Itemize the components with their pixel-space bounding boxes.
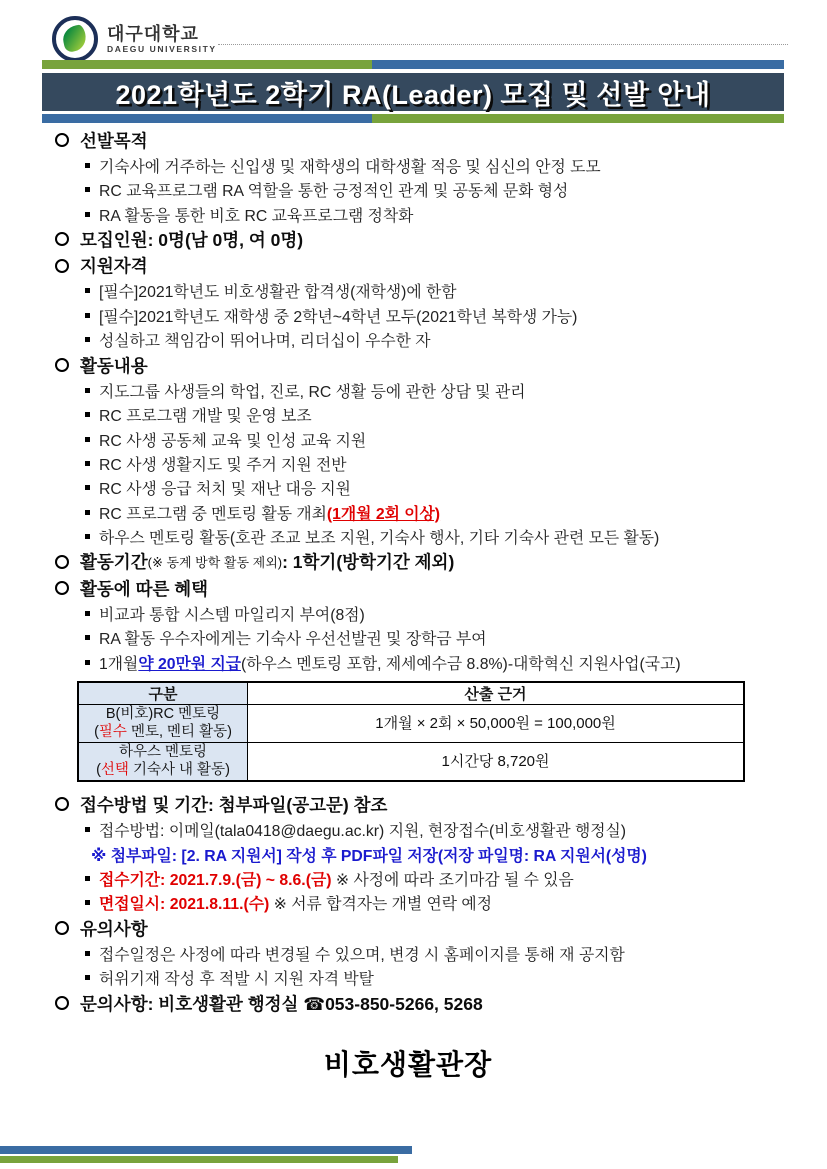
item-bullet-icon — [85, 611, 90, 616]
fee-row1-paren: ( — [94, 723, 99, 740]
item-bullet-icon — [85, 388, 90, 393]
purpose-item-2: RC 교육프로그램 RA 역할을 통한 긍정적인 관계 및 공동체 문화 형성 — [99, 183, 569, 201]
university-emblem-icon — [52, 16, 98, 62]
item-bullet-icon — [85, 163, 90, 168]
list-item — [55, 328, 803, 352]
item-bullet-icon — [85, 412, 90, 417]
page-title: 2021학년도 2학기 RA(Leader) 모집 및 선발 안내 — [115, 79, 711, 110]
fee-row1-name: B(비호)RC 멘토링 — [105, 706, 221, 723]
section-contact — [55, 990, 803, 1016]
item-bullet-icon — [85, 288, 90, 293]
section-apply — [55, 791, 803, 817]
list-item — [55, 500, 803, 524]
section-activities — [55, 352, 803, 378]
benefits-pay-suffix: (하우스 멘토링 포함, 제세예수금 8.8%)-대학혁신 지원사업(국고) — [240, 655, 681, 673]
fee-table-header-basis: 산출 근거 — [248, 682, 745, 705]
contact-text: 문의사항: 비호생활관 행정실 ☎053-850-5266, 5268 — [80, 993, 483, 1014]
university-logo-row — [52, 16, 217, 62]
apply-period-dates: 접수기간: 2021.7.9.(금) ~ 8.6.(금) — [99, 872, 332, 890]
benefits-pay-prefix: 1개월 — [99, 655, 139, 673]
fee-row2-desc: 기숙사 내 활동) — [128, 761, 230, 778]
list-item — [55, 178, 803, 202]
purpose-item-1: 기숙사에 거주하는 신입생 및 재학생의 대학생활 적응 및 심신의 안정 도모 — [99, 158, 601, 176]
section-bullet-icon — [55, 232, 69, 246]
list-item — [55, 279, 803, 303]
item-bullet-icon — [85, 635, 90, 640]
list-item — [55, 601, 803, 625]
section-bullet-icon — [55, 259, 69, 273]
fee-table-header-row — [78, 682, 744, 705]
apply-attachment-note — [55, 842, 803, 866]
section-recruit-count — [55, 226, 803, 252]
list-item — [55, 891, 803, 915]
list-item — [55, 202, 803, 226]
list-item — [55, 941, 803, 965]
fee-row2-tag: 선택 — [100, 761, 129, 778]
benefits-item-2: RA 활동 우수자에게는 기숙사 우선선발권 및 장학금 부여 — [99, 631, 487, 649]
section-period-title: 활동기간 — [80, 552, 148, 573]
fee-table — [77, 681, 745, 782]
footer-accent-bar-green — [0, 1156, 398, 1163]
section-bullet-icon — [55, 133, 69, 147]
notes-item-2: 허위기재 작성 후 적발 시 지원 자격 박탈 — [99, 971, 374, 989]
recruit-count-text: 모집인원: 0명(남 0명, 여 0명) — [80, 229, 304, 250]
header-accent-bar-bottom — [42, 114, 784, 123]
benefits-pay-amount: 약 20만원 지급 — [138, 655, 241, 673]
fee-table-row2-label — [78, 743, 248, 782]
section-purpose — [55, 127, 803, 153]
fee-row1-tag: 필수 — [98, 723, 127, 740]
apply-period-note: ※ 사정에 따라 조기마감 될 수 있음 — [335, 872, 574, 890]
fee-table-row2-value: 1시간당 8,720원 — [248, 743, 745, 782]
section-activities-title: 활동내용 — [80, 355, 148, 376]
university-name-en: DAEGU UNIVERSITY — [107, 43, 217, 54]
list-item — [55, 378, 803, 402]
section-benefits — [55, 575, 803, 601]
list-item — [55, 303, 803, 327]
list-item — [55, 866, 803, 890]
item-bullet-icon — [85, 951, 90, 956]
fee-row2-name: 하우스 멘토링 — [118, 744, 208, 761]
list-item — [55, 650, 803, 674]
period-value: : 1학기(방학기간 제외) — [282, 552, 455, 573]
notes-item-1: 접수일정은 사정에 따라 변경될 수 있으며, 변경 시 홈페이지를 통해 재 공지함 — [99, 947, 625, 964]
section-bullet-icon — [55, 581, 69, 595]
section-qualification-title: 지원자격 — [80, 256, 148, 277]
item-bullet-icon — [85, 510, 90, 515]
university-name-block — [107, 25, 217, 54]
list-item — [55, 427, 803, 451]
item-bullet-icon — [85, 437, 90, 442]
section-bullet-icon — [55, 358, 69, 372]
activities-item-2: RC 프로그램 개발 및 운영 보조 — [99, 408, 312, 426]
list-item — [55, 818, 803, 842]
benefits-item-1: 비교과 통합 시스템 마일리지 부여(8점) — [99, 606, 365, 624]
fee-table-row1-label — [78, 705, 248, 743]
list-item — [55, 402, 803, 426]
section-bullet-icon — [55, 996, 69, 1010]
list-item — [55, 626, 803, 650]
item-bullet-icon — [85, 485, 90, 490]
item-bullet-icon — [85, 975, 90, 980]
fee-table-header-division: 구분 — [78, 682, 248, 705]
activities-item-house: 하우스 멘토링 활동(호관 조교 보조 지원, 기숙사 행사, 기타 기숙사 관련 모든 활동) — [99, 530, 660, 548]
activities-item-4: RC 사생 생활지도 및 주거 지원 전반 — [99, 456, 347, 474]
list-item — [55, 966, 803, 990]
table-row — [78, 705, 744, 743]
item-bullet-icon — [85, 187, 90, 192]
section-bullet-icon — [55, 797, 69, 811]
fee-row1-desc: 멘토, 멘티 활동) — [126, 723, 232, 740]
leaf-icon — [61, 24, 89, 53]
purpose-item-3: RA 활동을 통한 비호 RC 교육프로그램 정착화 — [99, 207, 414, 225]
section-bullet-icon — [55, 921, 69, 935]
title-banner — [42, 73, 784, 111]
section-apply-title: 접수방법 및 기간: 첨부파일(공고문) 참조 — [80, 794, 388, 815]
item-bullet-icon — [85, 900, 90, 905]
item-bullet-icon — [85, 876, 90, 881]
item-bullet-icon — [85, 337, 90, 342]
section-notes-title: 유의사항 — [80, 918, 148, 939]
document-body — [55, 127, 803, 1083]
qualification-item-3: 성실하고 책임감이 뛰어나며, 리더십이 우수한 자 — [99, 333, 431, 351]
list-item — [55, 476, 803, 500]
activities-mentoring-frequency: (1개월 2회 이상) — [326, 505, 441, 523]
item-bullet-icon — [85, 212, 90, 217]
activities-item-1: 지도그룹 사생들의 학업, 진로, RC 생활 등에 관한 상담 및 관리 — [99, 383, 526, 401]
section-purpose-title: 선발목적 — [80, 130, 148, 151]
section-notes — [55, 915, 803, 941]
fee-table-row1-value: 1개월 × 2회 × 50,000원 = 100,000원 — [248, 705, 745, 743]
apply-interview-date: 면접일시: 2021.8.11.(수) — [99, 896, 270, 914]
activities-item-5: RC 사생 응급 처치 및 재난 대응 지원 — [99, 481, 351, 499]
list-item — [55, 451, 803, 475]
section-benefits-title: 활동에 따른 혜택 — [80, 578, 209, 599]
fee-row2-paren: ( — [96, 761, 101, 778]
list-item — [55, 524, 803, 548]
section-bullet-icon — [55, 555, 69, 569]
qualification-item-2: [필수]2021학년도 재학생 중 2학년~4학년 모두(2021학년 복학생 가능) — [99, 308, 578, 326]
university-name-kr: 대구대학교 — [107, 23, 199, 44]
item-bullet-icon — [85, 660, 90, 665]
item-bullet-icon — [85, 534, 90, 539]
footer-accent-bar-blue — [0, 1146, 412, 1154]
item-bullet-icon — [85, 827, 90, 832]
header-dotted-divider — [218, 44, 788, 45]
table-row — [78, 743, 744, 782]
apply-attachment-text: ※ 첨부파일: [2. RA 지원서] 작성 후 PDF파일 저장(저장 파일명: RA 지원서(성명) — [91, 847, 647, 865]
period-note: (※ 동계 방학 활동 제외) — [147, 555, 283, 571]
activities-item-3: RC 사생 공동체 교육 및 인성 교육 지원 — [99, 432, 367, 450]
signature: 비호생활관장 — [323, 1049, 493, 1081]
header-accent-bar-top — [42, 60, 784, 69]
list-item — [55, 153, 803, 177]
qualification-item-1: [필수]2021학년도 비호생활관 합격생(재학생)에 한함 — [99, 284, 457, 302]
item-bullet-icon — [85, 461, 90, 466]
apply-interview-note: ※ 서류 합격자는 개별 연락 예정 — [273, 896, 492, 914]
apply-method: 접수방법: 이메일(tala0418@daegu.ac.kr) 지원, 현장접수(비호생활관 행정실) — [99, 823, 627, 841]
section-qualification — [55, 253, 803, 279]
section-period — [55, 549, 803, 575]
activities-mentoring-text: RC 프로그램 중 멘토링 활동 개최 — [99, 505, 327, 523]
item-bullet-icon — [85, 313, 90, 318]
